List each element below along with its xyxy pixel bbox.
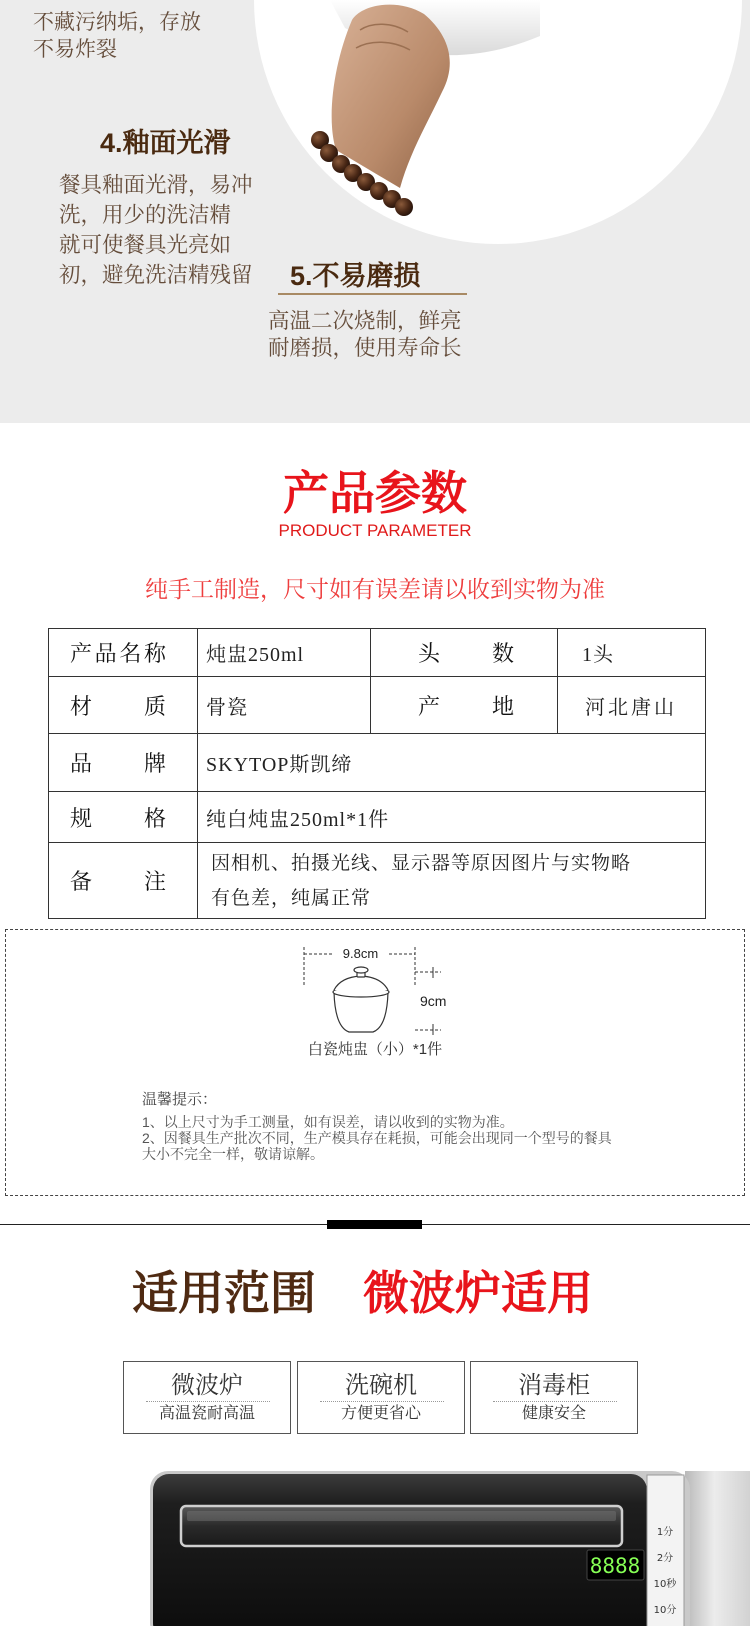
product-name-value: 炖盅250ml [198,629,371,677]
table-row [49,629,706,677]
panel-button-label: 2分 [656,1553,674,1564]
params-notice: 纯手工制造，尺寸如有误差请以收到实物为准 [145,576,605,602]
microwave-oven-icon [0,1471,750,1626]
glaze-line: 初，避免洗洁精残留 [59,263,253,287]
usage-card-separator [493,1401,617,1402]
panel-button-label: 10分 [653,1605,677,1616]
note-label: 备 注 [70,869,166,894]
usage-title: 适用范围 [132,1267,316,1319]
panel-button-label: 1分 [656,1527,674,1538]
wear-title-underline [278,293,467,295]
wear-line: 高温二次烧制，鲜亮 [268,309,462,333]
note-value [198,843,706,919]
table-cell [371,677,558,734]
usage-card-microwave [123,1361,291,1434]
usage-card-title: 洗碗机 [345,1372,417,1399]
intro-text [33,9,201,63]
pot-width-label: 9.8cm [333,946,388,962]
table-row [49,734,706,792]
material-value: 骨瓷 [198,677,371,734]
oven-door [153,1474,647,1626]
brand-label: 品 牌 [70,751,166,776]
display-digits: 8888 [589,1554,641,1578]
table-cell [49,677,198,734]
tip-line: 大小不完全一样，敬请谅解。 [142,1146,324,1162]
table-row [49,792,706,843]
panel-button-label: 10秒 [653,1579,677,1590]
glaze-line: 洗，用少的洗洁精 [59,203,232,227]
usage-card-desc: 高温瓷耐高温 [158,1405,255,1422]
table-cell [49,792,198,843]
usage-card-sterilizer [470,1361,638,1434]
table-row [49,677,706,734]
wear-feature-title: 5.不易磨损 [290,261,421,291]
tips-title: 温馨提示： [142,1091,218,1108]
usage-card-dishwasher [297,1361,465,1434]
table-cell [49,734,198,792]
count-label: 头 数 [418,641,514,666]
pot-caption: 白瓷炖盅（小）*1件 [307,1041,443,1058]
tip-line: 2、因餐具生产批次不同，生产模具存在耗损，可能会出现同一个型号的餐具 [142,1130,612,1146]
divider-accent-bar [327,1220,422,1229]
table-cell [49,843,198,919]
wear-line: 耐磨损，使用寿命长 [268,336,462,360]
usage-card-separator [320,1401,444,1402]
tip-line: 1、以上尺寸为手工测量，如有误差，请以收到的实物为准。 [142,1114,514,1130]
product-name-label: 产品名称 [70,641,166,666]
note-line: 因相机、拍摄光线、显示器等原因图片与实物略 [211,852,632,874]
params-subtitle: PRODUCT PARAMETER [278,521,472,540]
usage-card-desc: 方便更省心 [340,1405,421,1422]
origin-label: 产 地 [418,693,514,719]
usage-card-desc: 健康安全 [521,1405,586,1422]
intro-line: 不易炸裂 [33,38,117,61]
usage-card-separator [146,1401,270,1402]
brand-value: SKYTOP斯凯缔 [198,734,706,792]
params-title: 产品参数 [283,467,467,519]
features-section [0,0,750,423]
spec-label: 规 格 [70,805,166,831]
parameter-table [48,628,706,919]
table-cell [49,629,198,677]
oven-side-panel [685,1471,750,1626]
origin-value: 河北唐山 [558,677,706,734]
control-panel [647,1475,684,1626]
wear-feature-text [268,308,462,362]
hand-shape [332,5,450,188]
usage-highlight: 微波炉适用 [363,1267,593,1319]
material-label: 材 质 [70,693,166,719]
pot-height-label: 9cm [420,993,447,1009]
note-line: 有色差，纯属正常 [211,887,372,909]
glaze-feature-title: 4.釉面光滑 [100,128,231,158]
glaze-line: 餐具釉面光滑，易冲 [59,173,253,197]
table-cell [371,629,558,677]
spec-value: 纯白炖盅250ml*1件 [198,792,706,843]
tips-list [142,1114,612,1162]
usage-card-title: 微波炉 [171,1372,243,1399]
intro-line: 不藏污纳垢，存放 [33,11,201,34]
usage-card-title: 消毒柜 [518,1372,590,1399]
count-value: 1头 [558,629,706,677]
glaze-line: 就可使餐具光亮如 [59,233,232,257]
table-row [49,843,706,919]
pot-drawing [333,967,389,1032]
glaze-feature-text [59,170,253,290]
